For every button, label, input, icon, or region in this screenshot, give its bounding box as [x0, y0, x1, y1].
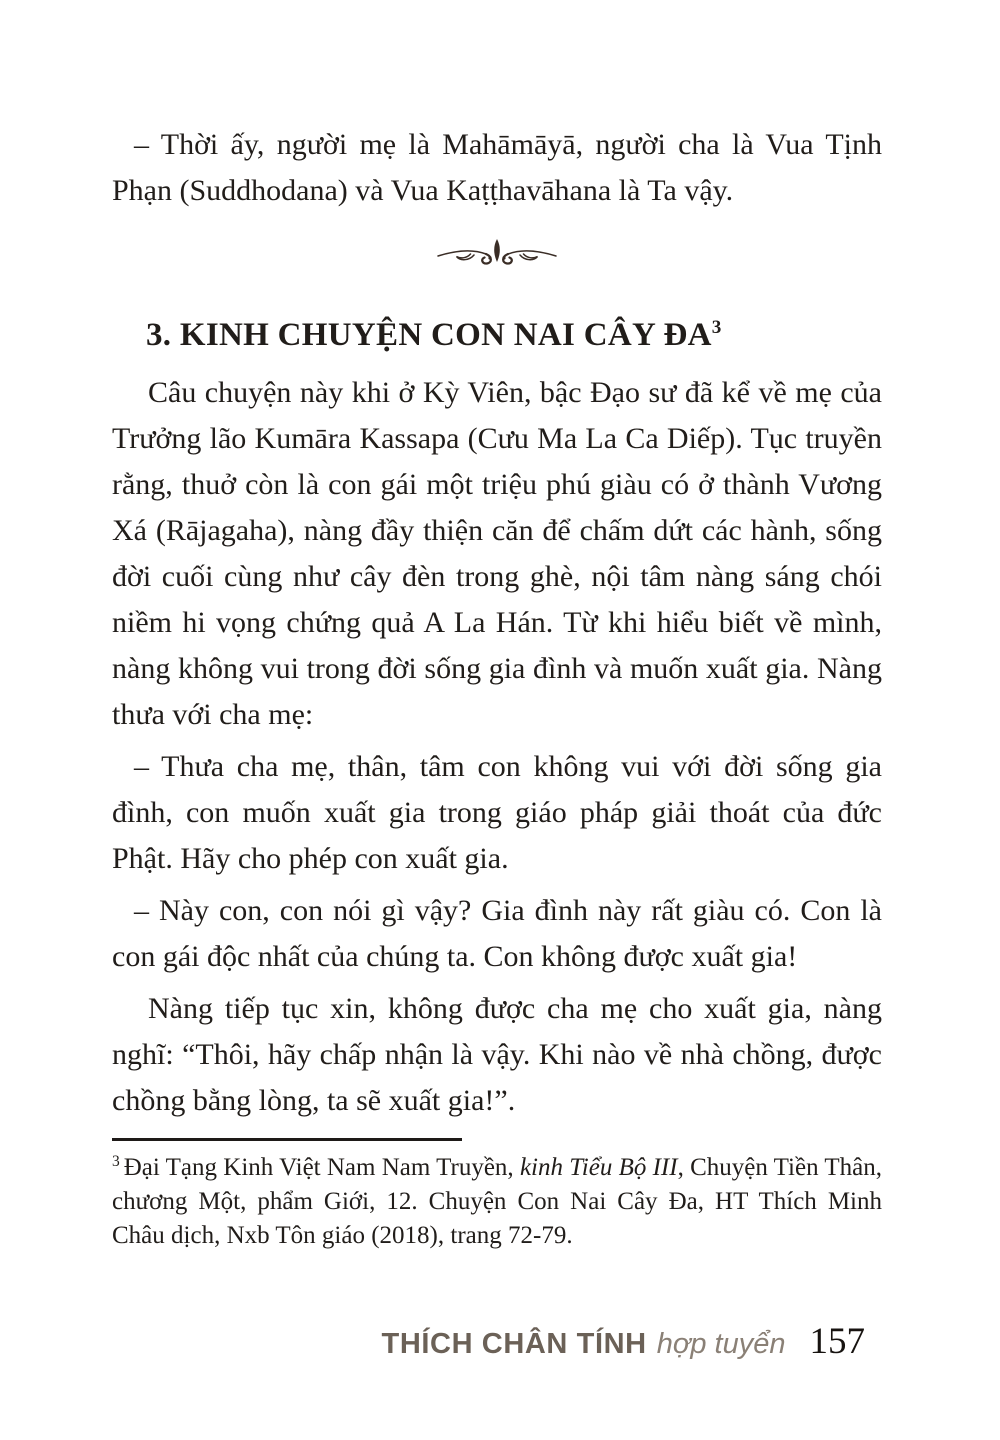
running-author: THÍCH CHÂN TÍNH [381, 1328, 647, 1360]
footnote-citation-start: Đại Tạng Kinh Việt Nam Nam Truyền, [123, 1154, 520, 1181]
running-collection-label: hợp tuyển [656, 1328, 786, 1360]
footnote-citation-end: , Chuyện Tiền Thân, chương Một, phẩm Giới, 12. Chuyện Con Nai Cây Đa, HT Thích Minh Châu dịch, Nxb Tôn giáo (2018), trang 72-79. [112, 1154, 883, 1249]
footnote-section [112, 1138, 882, 1253]
footnote-citation-title: kinh Tiểu Bộ III [519, 1154, 678, 1181]
ornament-divider [112, 236, 882, 268]
story-paragraph-resolve: Nàng tiếp tục xin, không được cha mẹ cho xuất gia, nàng nghĩ: “Thôi, hãy chấp nhận là vậy. Khi nào về nhà chồng, được chồng bằng lòng, ta sẽ xuất gia!”. [112, 992, 882, 1117]
flourish-icon [435, 236, 559, 268]
story-paragraph: Câu chuyện này khi ở Kỳ Viên, bậc Đạo sư đã kể về mẹ của Trưởng lão Kumāra Kassapa (Cưu Ma La Ca Diếp). Tục truyền rằng, thuở còn là con gái một triệu phú giàu có ở thành Vương Xá (Rājagaha), nàng đầy thiện căn để chấm dứt các hành, sống đời cuối cùng như cây đèn trong ghè, nội tâm nàng sáng chói niềm hi vọng chứng quả A La Hán. Từ khi hiểu biết về mình, nàng không vui trong đời sống gia đình và muốn xuất gia. Nàng thưa với cha mẹ: [112, 376, 882, 731]
dialog-paragraph-daughter: – Thưa cha mẹ, thân, tâm con không vui với đời sống gia đình, con muốn xuất gia trong giáo pháp giải thoát của đức Phật. Hãy cho phép con xuất gia. [112, 750, 882, 875]
dialog-paragraph-parents: – Này con, con nói gì vậy? Gia đình này rất giàu có. Con là con gái độc nhất của chúng ta. Con không được xuất gia! [112, 894, 882, 973]
page-number: 157 [809, 1321, 865, 1362]
footnote-reference: 3 [711, 317, 722, 338]
section-heading-text: 3. KINH CHUYỆN CON NAI CÂY ĐA [146, 317, 712, 353]
footnote-text [112, 1151, 882, 1253]
page-footer [112, 1320, 865, 1363]
section-heading [112, 312, 882, 358]
footnote-rule [112, 1138, 462, 1141]
footnote-marker: 3 [112, 1152, 120, 1170]
opening-paragraph: – Thời ấy, người mẹ là Mahāmāyā, người cha là Vua Tịnh Phạn (Suddhodana) và Vua Kaṭṭhavāhana là Ta vậy. [112, 128, 882, 207]
